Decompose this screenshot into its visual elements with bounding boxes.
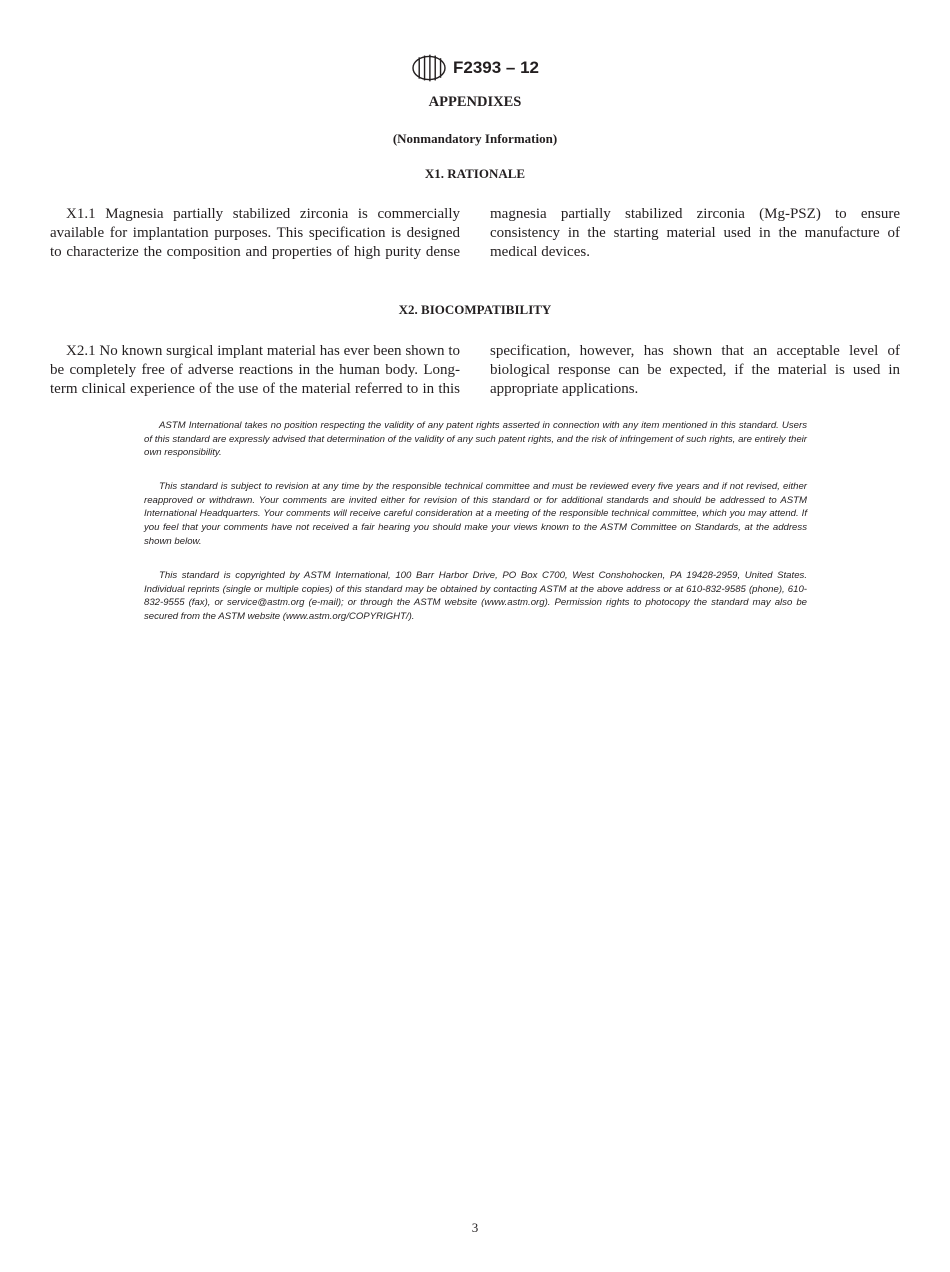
- section-heading-biocompatibility: X2. BIOCOMPATIBILITY: [398, 302, 552, 317]
- section-body-rationale: [50, 205, 900, 263]
- document-header: [0, 52, 950, 84]
- patent-notice: ASTM International takes no position respecting the validity of any patent rights asserted in connection with any item mentioned in this standard. Users of this standard are expressly advised that determination of the validity of any such patent rights, and the risk of infringement of such rights, are entirely their own responsibility.: [144, 420, 807, 459]
- nonmandatory-note: (Nonmandatory Information): [392, 131, 558, 146]
- appendixes-title: APPENDIXES: [428, 94, 522, 110]
- astm-logo-icon: [411, 52, 447, 84]
- paragraph-x2-1: X2.1 No known surgical implant material has ever been shown to be completely free of adverse reactions in the human body. Long-term clinical experience of the use of the material referred to in this specification, however, has shown that an acceptable level of biological response can be expected, if the material is used in appropriate applications.: [50, 343, 900, 397]
- revision-notice: This standard is subject to revision at any time by the responsible technical committee and must be reviewed every five years and if not revised, either reapproved or withdrawn. Your comments are invited either for revision of this standard or for additional standards and should be addressed to ASTM International Headquarters. Your comments will receive careful consideration at a meeting of the responsible technical committee, which you may attend. If you feel that your comments have not received a fair hearing you should make your views known to the ASTM Committee on Standards, at the address shown below.: [144, 481, 807, 547]
- copyright-notice: This standard is copyrighted by ASTM International, 100 Barr Harbor Drive, PO Box C700, West Conshohocken, PA 19428-2959, United States. Individual reprints (single or multiple copies) of this standard may be obtained by contacting ASTM at the above address or at 610-832-9585 (phone), 610-832-9555 (fax), or service@astm.org (e-mail); or through the ASTM website (www.astm.org). Permission rights to photocopy the standard may also be secured from the ASTM website (www.astm.org/COPYRIGHT/).: [144, 570, 807, 623]
- paragraph-x1-1: X1.1 Magnesia partially stabilized zirconia is commercially available for implantation purposes. This specification is designed to characterize the composition and properties of high purity dense magnesia partially stabilized zirconia (Mg-PSZ) to ensure consistency in the starting material used in the manufacture of medical devices.: [50, 206, 900, 260]
- standard-designation: F2393 – 12: [452, 58, 539, 77]
- section-heading-rationale: X1. RATIONALE: [424, 166, 526, 181]
- page-number: 3: [471, 1220, 479, 1235]
- section-body-biocompatibility: [50, 342, 900, 400]
